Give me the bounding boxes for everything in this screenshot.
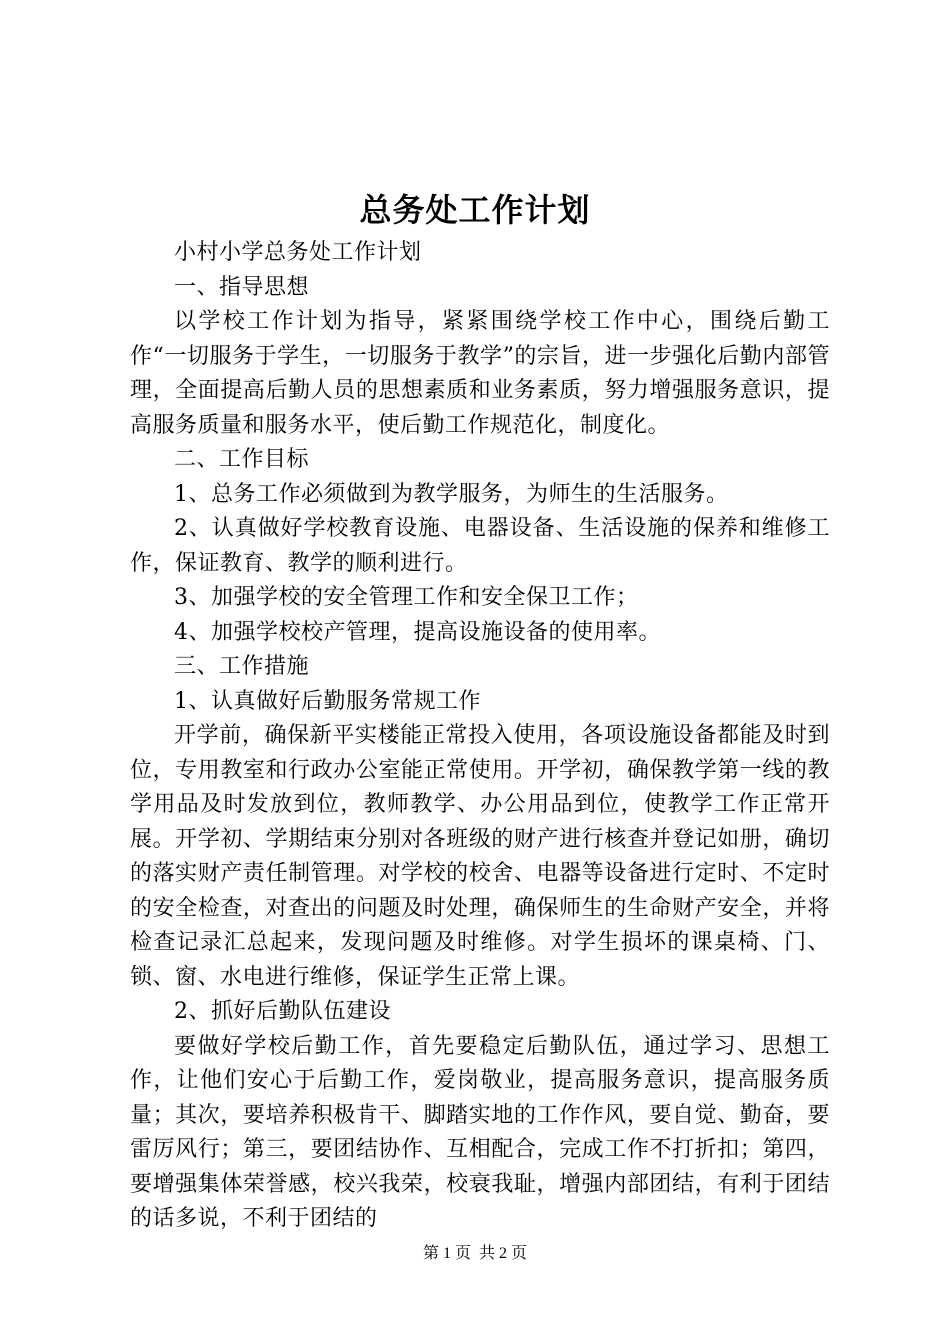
- paragraph-measure-1-heading: 1、认真做好后勤服务常规工作: [174, 688, 481, 714]
- paragraph-school-heading: 小村小学总务处工作计划: [174, 240, 422, 265]
- paragraph-section-2-heading: 二、工作目标: [174, 447, 310, 472]
- paragraph-goal-2: 2、认真做好学校教育设施、电器设备、生活设施的保养和维修工作，保证教育、教学的顺利进行。: [130, 516, 830, 576]
- paragraph-guiding-idea: 以学校工作计划为指导，紧紧围绕学校工作中心，围绕后勤工作“一切服务于学生，一切服务于教学”的宗旨，进一步强化后勤内部管理，全面提高后勤人员的思想素质和业务素质，努力增强服务意识，提高服务质量和服务水平，使后勤工作规范化，制度化。: [130, 309, 830, 438]
- paragraph-measure-1-body: 开学前，确保新平实楼能正常投入使用，各项设施设备都能及时到位，专用教室和行政办公室能正常使用。开学初，确保教学第一线的教学用品及时发放到位，教师教学、办公用品到位，使教学工作正常开展。开学初、学期结束分别对各班级的财产进行核查并登记如册，确切的落实财产责任制管理。对学校的校舍、电器等设备进行定时、不定时的安全检查，对查出的问题及时处理，确保师生的生命财产安全，并将检查记录汇总起来，发现问题及时维修。对学生损坏的课桌椅、门、锁、窗、水电进行维修，保证学生正常上课。: [130, 723, 830, 990]
- paragraph-section-3-heading: 三、工作措施: [174, 654, 310, 679]
- paragraph-goal-4: 4、加强学校校产管理，提高设施设备的使用率。: [174, 619, 661, 645]
- page-number-label: 第 1 页 共 2 页: [422, 1245, 527, 1262]
- paragraph-measure-2-body: 要做好学校后勤工作，首先要稳定后勤队伍，通过学习、思想工作，让他们安心于后勤工作，爱岗敬业，提高服务意识，提高服务质量；其次，要培养积极肯干、脚踏实地的工作作风，要自觉、勤奋，要雷厉风行；第三，要团结协作、互相配合，完成工作不打折扣；第四，要增强集体荣誉感，校兴我荣，校衰我耻，增强内部团结，有利于团结的话多说，不利于团结的: [130, 1033, 830, 1231]
- paragraph-goal-1: 1、总务工作必须做到为教学服务，为师生的生活服务。: [174, 481, 729, 507]
- paragraph-section-1-heading: 一、指导思想: [174, 274, 310, 300]
- document-body: [130, 236, 830, 1237]
- paragraph-measure-2-heading: 2、抓好后勤队伍建设: [174, 999, 391, 1024]
- paragraph-goal-3: 3、加强学校的安全管理工作和安全保卫工作；: [174, 585, 639, 610]
- document-title: 总务处工作计划: [359, 191, 591, 229]
- page-footer: [0, 1242, 950, 1266]
